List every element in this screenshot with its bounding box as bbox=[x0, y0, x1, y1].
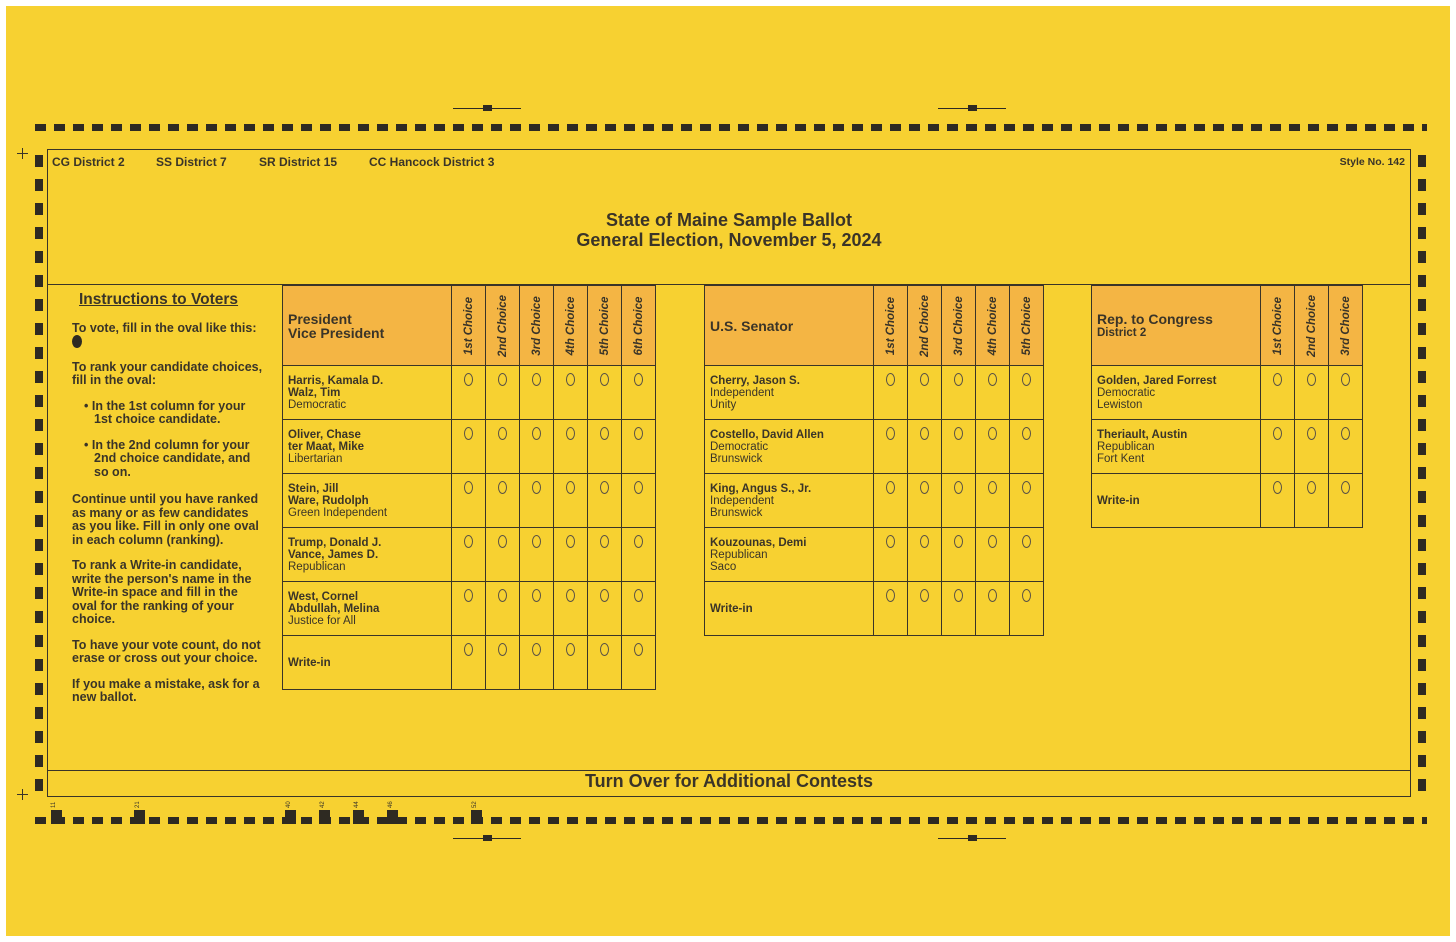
registration-bar bbox=[453, 108, 521, 109]
vote-oval[interactable] bbox=[920, 373, 929, 386]
vote-oval[interactable] bbox=[464, 373, 473, 386]
vote-oval[interactable] bbox=[634, 589, 643, 602]
vote-oval[interactable] bbox=[1022, 373, 1031, 386]
vote-oval[interactable] bbox=[600, 589, 609, 602]
vote-oval[interactable] bbox=[566, 535, 575, 548]
candidate-row bbox=[1092, 366, 1363, 420]
ballot-title-line2: General Election, November 5, 2024 bbox=[576, 230, 882, 250]
ballot-title bbox=[47, 210, 1411, 250]
contest-title: U.S. Senator bbox=[705, 286, 874, 366]
choice-header: 4th Choice bbox=[976, 286, 1010, 366]
vote-oval[interactable] bbox=[954, 373, 963, 386]
vote-oval[interactable] bbox=[600, 535, 609, 548]
candidate-label: Costello, David Allen Democratic Brunswick bbox=[705, 420, 874, 474]
timing-mark-number: 21 bbox=[135, 801, 141, 808]
vote-oval[interactable] bbox=[464, 535, 473, 548]
vote-oval[interactable] bbox=[988, 427, 997, 440]
vote-oval[interactable] bbox=[1307, 427, 1316, 440]
vote-oval[interactable] bbox=[566, 481, 575, 494]
vote-oval[interactable] bbox=[566, 427, 575, 440]
registration-bar bbox=[938, 838, 1006, 839]
timing-mark bbox=[387, 810, 398, 824]
candidate-row bbox=[705, 420, 1044, 474]
timing-mark-number: 42 bbox=[320, 801, 326, 808]
vote-oval[interactable] bbox=[532, 589, 541, 602]
candidate-row bbox=[1092, 420, 1363, 474]
candidate-label: Oliver, Chase ter Maat, Mike Libertarian bbox=[283, 420, 452, 474]
instruction-text: To rank your candidate choices, fill in the oval: bbox=[72, 359, 263, 387]
vote-oval[interactable] bbox=[634, 481, 643, 494]
contest-president bbox=[282, 285, 656, 690]
district-label: SS District 7 bbox=[156, 155, 227, 169]
timing-mark bbox=[285, 810, 296, 824]
crosshair-mark bbox=[17, 789, 28, 800]
vote-oval[interactable] bbox=[886, 589, 895, 602]
vote-oval[interactable] bbox=[1273, 373, 1282, 386]
vote-oval[interactable] bbox=[600, 373, 609, 386]
registration-bar bbox=[938, 108, 1006, 109]
choice-header: 3rd Choice bbox=[1329, 286, 1363, 366]
vote-oval[interactable] bbox=[498, 643, 507, 656]
candidate-row bbox=[705, 528, 1044, 582]
choice-header: 1st Choice bbox=[874, 286, 908, 366]
timing-mark-number: 52 bbox=[472, 801, 478, 808]
candidate-label: Theriault, Austin Republican Fort Kent bbox=[1092, 420, 1261, 474]
vote-oval[interactable] bbox=[886, 373, 895, 386]
instruction-bullet: • In the 2nd column for your 2nd choice candidate, and so on. bbox=[84, 437, 251, 479]
choice-header: 1st Choice bbox=[452, 286, 486, 366]
choice-header: 1st Choice bbox=[1261, 286, 1295, 366]
vote-oval[interactable] bbox=[1341, 427, 1350, 440]
vote-oval[interactable] bbox=[954, 481, 963, 494]
timing-mark-number: 44 bbox=[354, 801, 360, 808]
vote-oval[interactable] bbox=[464, 481, 473, 494]
candidate-label: Trump, Donald J. Vance, James D. Republican bbox=[283, 528, 452, 582]
timing-mark-number: 11 bbox=[51, 801, 57, 808]
vote-oval[interactable] bbox=[532, 481, 541, 494]
vote-oval[interactable] bbox=[600, 427, 609, 440]
writein-field[interactable]: Write-in bbox=[283, 636, 452, 690]
vote-oval[interactable] bbox=[532, 427, 541, 440]
candidate-row bbox=[705, 366, 1044, 420]
vote-oval[interactable] bbox=[532, 643, 541, 656]
choice-header: 5th Choice bbox=[588, 286, 622, 366]
choice-header: 3rd Choice bbox=[942, 286, 976, 366]
writein-row bbox=[283, 636, 656, 690]
vote-oval[interactable] bbox=[1022, 589, 1031, 602]
timing-mark bbox=[134, 810, 145, 824]
vote-oval[interactable] bbox=[566, 643, 575, 656]
timing-mark bbox=[353, 810, 364, 824]
timing-marks-top bbox=[35, 124, 1427, 131]
writein-field[interactable]: Write-in bbox=[1092, 474, 1261, 528]
choice-header: 4th Choice bbox=[554, 286, 588, 366]
instruction-text: To rank a Write-in candidate, write the person's name in the Write-in space and fill in the oval for the ranking of your choice. bbox=[72, 558, 252, 626]
vote-oval[interactable] bbox=[988, 535, 997, 548]
vote-oval[interactable] bbox=[1022, 427, 1031, 440]
timing-mark bbox=[51, 810, 62, 824]
registration-bar bbox=[453, 838, 521, 839]
writein-row bbox=[705, 582, 1044, 636]
vote-oval[interactable] bbox=[1273, 481, 1282, 494]
choice-header: 2nd Choice bbox=[1295, 286, 1329, 366]
writein-row bbox=[1092, 474, 1363, 528]
vote-oval[interactable] bbox=[886, 535, 895, 548]
style-number: Style No. 142 bbox=[1339, 156, 1405, 168]
timing-mark bbox=[319, 810, 330, 824]
writein-field[interactable]: Write-in bbox=[705, 582, 874, 636]
vote-oval[interactable] bbox=[1307, 373, 1316, 386]
timing-marks-left bbox=[35, 155, 43, 795]
vote-oval[interactable] bbox=[920, 427, 929, 440]
vote-oval[interactable] bbox=[464, 643, 473, 656]
vote-oval[interactable] bbox=[566, 589, 575, 602]
turn-over-notice: Turn Over for Additional Contests bbox=[584, 771, 873, 791]
instruction-text: To vote, fill in the oval like this: bbox=[72, 322, 264, 349]
candidate-label: King, Angus S., Jr. Independent Brunswick bbox=[705, 474, 874, 528]
vote-oval[interactable] bbox=[532, 373, 541, 386]
district-label: SR District 15 bbox=[259, 155, 338, 169]
vote-oval[interactable] bbox=[498, 481, 507, 494]
vote-oval[interactable] bbox=[1307, 481, 1316, 494]
vote-oval[interactable] bbox=[1341, 481, 1350, 494]
instructions-heading: Instructions to Voters bbox=[79, 291, 239, 308]
vote-oval[interactable] bbox=[1022, 535, 1031, 548]
ballot-title-line1: State of Maine Sample Ballot bbox=[605, 210, 853, 230]
vote-oval[interactable] bbox=[988, 373, 997, 386]
vote-oval[interactable] bbox=[600, 481, 609, 494]
instruction-text: Continue until you have ranked as many or as few candidates as you like. Fill in only one oval in each column (ranking). bbox=[72, 492, 259, 547]
vote-oval[interactable] bbox=[634, 535, 643, 548]
vote-oval[interactable] bbox=[566, 373, 575, 386]
candidate-label: Golden, Jared Forrest Democratic Lewiston bbox=[1092, 366, 1261, 420]
candidate-label: Kouzounas, Demi Republican Saco bbox=[705, 528, 874, 582]
vote-oval[interactable] bbox=[886, 427, 895, 440]
contest-rep-to-congress bbox=[1091, 285, 1363, 528]
timing-marks-right bbox=[1418, 155, 1426, 795]
timing-mark bbox=[471, 810, 482, 824]
district-label: CC Hancock District 3 bbox=[369, 155, 495, 169]
candidate-row bbox=[283, 528, 656, 582]
candidate-row bbox=[705, 474, 1044, 528]
choice-header: 2nd Choice bbox=[908, 286, 942, 366]
vote-oval[interactable] bbox=[498, 589, 507, 602]
filled-oval-example-icon bbox=[72, 335, 82, 348]
vote-oval[interactable] bbox=[1022, 481, 1031, 494]
vote-oval[interactable] bbox=[920, 481, 929, 494]
vote-oval[interactable] bbox=[464, 427, 473, 440]
instruction-text: To have your vote count, do not erase or cross out your choice. bbox=[72, 637, 261, 665]
vote-oval[interactable] bbox=[954, 589, 963, 602]
vote-oval[interactable] bbox=[498, 427, 507, 440]
instruction-bullet: • In the 1st column for your 1st choice candidate. bbox=[84, 398, 246, 426]
instructions-panel bbox=[72, 293, 264, 717]
vote-oval[interactable] bbox=[920, 535, 929, 548]
district-label: CG District 2 bbox=[52, 155, 125, 169]
vote-oval[interactable] bbox=[532, 535, 541, 548]
choice-header: 2nd Choice bbox=[486, 286, 520, 366]
timing-mark-number: 40 bbox=[286, 801, 292, 808]
choice-header: 6th Choice bbox=[622, 286, 656, 366]
vote-oval[interactable] bbox=[600, 643, 609, 656]
candidate-row bbox=[283, 420, 656, 474]
contest-us-senator bbox=[704, 285, 1044, 636]
vote-oval[interactable] bbox=[988, 481, 997, 494]
candidate-label: Stein, Jill Ware, Rudolph Green Independent bbox=[283, 474, 452, 528]
instruction-text: If you make a mistake, ask for a new ballot. bbox=[72, 676, 260, 704]
candidate-label: Cherry, Jason S. Independent Unity bbox=[705, 366, 874, 420]
candidate-row bbox=[283, 582, 656, 636]
timing-mark-number: 46 bbox=[388, 801, 394, 808]
candidate-label: West, Cornel Abdullah, Melina Justice for All bbox=[283, 582, 452, 636]
candidate-label: Harris, Kamala D. Walz, Tim Democratic bbox=[283, 366, 452, 420]
vote-oval[interactable] bbox=[920, 589, 929, 602]
contest-title: Rep. to Congress District 2 bbox=[1092, 286, 1261, 366]
vote-oval[interactable] bbox=[498, 373, 507, 386]
vote-oval[interactable] bbox=[634, 373, 643, 386]
crosshair-mark bbox=[17, 148, 28, 159]
vote-oval[interactable] bbox=[886, 481, 895, 494]
vote-oval[interactable] bbox=[464, 589, 473, 602]
vote-oval[interactable] bbox=[1341, 373, 1350, 386]
vote-oval[interactable] bbox=[954, 427, 963, 440]
vote-oval[interactable] bbox=[954, 535, 963, 548]
vote-oval[interactable] bbox=[634, 427, 643, 440]
vote-oval[interactable] bbox=[1273, 427, 1282, 440]
vote-oval[interactable] bbox=[634, 643, 643, 656]
choice-header: 5th Choice bbox=[1010, 286, 1044, 366]
choice-header: 3rd Choice bbox=[520, 286, 554, 366]
contest-title: President Vice President bbox=[283, 286, 452, 366]
vote-oval[interactable] bbox=[498, 535, 507, 548]
vote-oval[interactable] bbox=[988, 589, 997, 602]
candidate-row bbox=[283, 474, 656, 528]
timing-marks-bottom bbox=[35, 817, 1427, 824]
candidate-row bbox=[283, 366, 656, 420]
